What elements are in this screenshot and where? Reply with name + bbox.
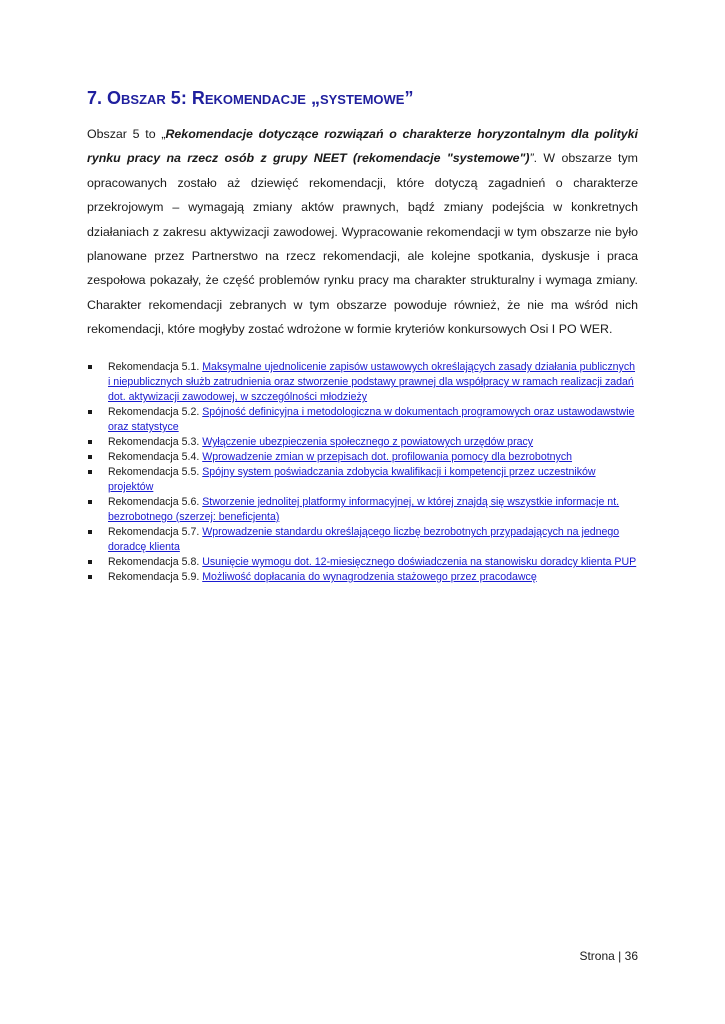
recommendation-list — [87, 360, 640, 585]
list-item — [87, 450, 640, 465]
bullet-icon — [88, 365, 92, 369]
recommendation-label: Rekomendacja 5.3. — [108, 436, 200, 448]
bullet-icon — [88, 455, 92, 459]
paragraph-area-title: Rekomendacje dotyczące rozwiązań o charakterze horyzontalnym dla polityki rynku pracy na rzecz osób z grupy NEET (rekomendacje "systemowe") — [87, 127, 638, 166]
footer-label: Strona — [579, 949, 615, 963]
recommendation-link[interactable]: Maksymalne ujednolicenie zapisów ustawowych określających zasady działania publicznych i niepublicznych służb zatrudnienia oraz stworzenie podstawy prawnej dla współpracy w ramach realizacji zadań dot. aktywizacji zawodowej, w szczególności młodzieży — [108, 361, 636, 403]
bullet-icon — [88, 470, 92, 474]
list-item — [87, 495, 640, 525]
recommendation-label: Rekomendacja 5.7. — [108, 526, 200, 538]
section-number: 7. — [87, 88, 103, 108]
list-item — [87, 465, 640, 495]
recommendation-link[interactable]: Wyłączenie ubezpieczenia społecznego z powiatowych urzędów pracy — [202, 436, 534, 448]
recommendation-label: Rekomendacja 5.5. — [108, 466, 200, 478]
recommendation-link[interactable]: Stworzenie jednolitej platformy informacyjnej, w której znajdą się wszystkie informacje nt. bezrobotnego (szerzej: beneficjenta) — [108, 496, 620, 523]
paragraph-intro: Obszar 5 to „ — [87, 127, 166, 141]
recommendation-label: Rekomendacja 5.1. — [108, 361, 200, 373]
list-item — [87, 555, 640, 570]
bullet-icon — [88, 530, 92, 534]
page-number: 36 — [624, 949, 638, 963]
recommendation-link[interactable]: Wprowadzenie zmian w przepisach dot. profilowania pomocy dla bezrobotnych — [202, 451, 573, 463]
recommendation-label: Rekomendacja 5.4. — [108, 451, 200, 463]
section-title-part2: Rekomendacje „systemowe” — [191, 88, 414, 108]
bullet-icon — [88, 560, 92, 564]
list-item — [87, 435, 640, 450]
recommendation-label: Rekomendacja 5.2. — [108, 406, 200, 418]
recommendation-label: Rekomendacja 5.8. — [108, 556, 200, 568]
list-item — [87, 360, 640, 405]
page-footer — [579, 949, 638, 963]
bullet-icon — [88, 410, 92, 414]
recommendation-link[interactable]: Możliwość dopłacania do wynagrodzenia stażowego przez pracodawcę — [202, 571, 537, 583]
footer-separator: | — [618, 949, 622, 963]
recommendation-link[interactable]: Wprowadzenie standardu określającego liczbę bezrobotnych przypadających na jednego doradcę klienta — [108, 526, 620, 553]
section-heading — [87, 86, 413, 110]
list-item — [87, 570, 640, 585]
paragraph-quote-close: ” — [529, 151, 534, 166]
recommendation-label: Rekomendacja 5.9. — [108, 571, 200, 583]
bullet-icon — [88, 500, 92, 504]
recommendation-link[interactable]: Usunięcie wymogu dot. 12-miesięcznego doświadczenia na stanowisku doradcy klienta PUP — [202, 556, 637, 568]
section-title-part1: Obszar 5: — [107, 88, 187, 108]
intro-paragraph — [87, 122, 638, 342]
recommendation-link[interactable]: Spójność definicyjna i metodologiczna w dokumentach programowych oraz ustawodawstwie oraz statystyce — [108, 406, 635, 433]
list-item — [87, 525, 640, 555]
bullet-icon — [88, 440, 92, 444]
paragraph-body: . W obszarze tym opracowanych zostało aż dziewięć rekomendacji, które dotyczą zagadnień o charakterze przekrojowym – wymagają zmiany aktów prawnych, bądź zmiany podejścia w konkretnych działaniach z zakresu aktywizacji zawodowej. Wypracowanie rekomendacji w tym obszarze nie było planowane przez Partnerstwo na rzecz rekomendacji, ale kolejne spotkania, dyskusje i praca zespołowa pokazały, że część problemów rynku pracy ma charakter strukturalny i wymaga zmiany. Charakter rekomendacji zebranych w tym obszarze powoduje również, że nie ma wśród nich rekomendacji, które mogłyby zostać wdrożone w formie kryteriów konkursowych Osi I PO WER. — [87, 151, 638, 337]
bullet-icon — [88, 575, 92, 579]
recommendation-link[interactable]: Spójny system poświadczania zdobycia kwalifikacji i kompetencji przez uczestników projektów — [108, 466, 596, 493]
recommendation-label: Rekomendacja 5.6. — [108, 496, 200, 508]
list-item — [87, 405, 640, 435]
